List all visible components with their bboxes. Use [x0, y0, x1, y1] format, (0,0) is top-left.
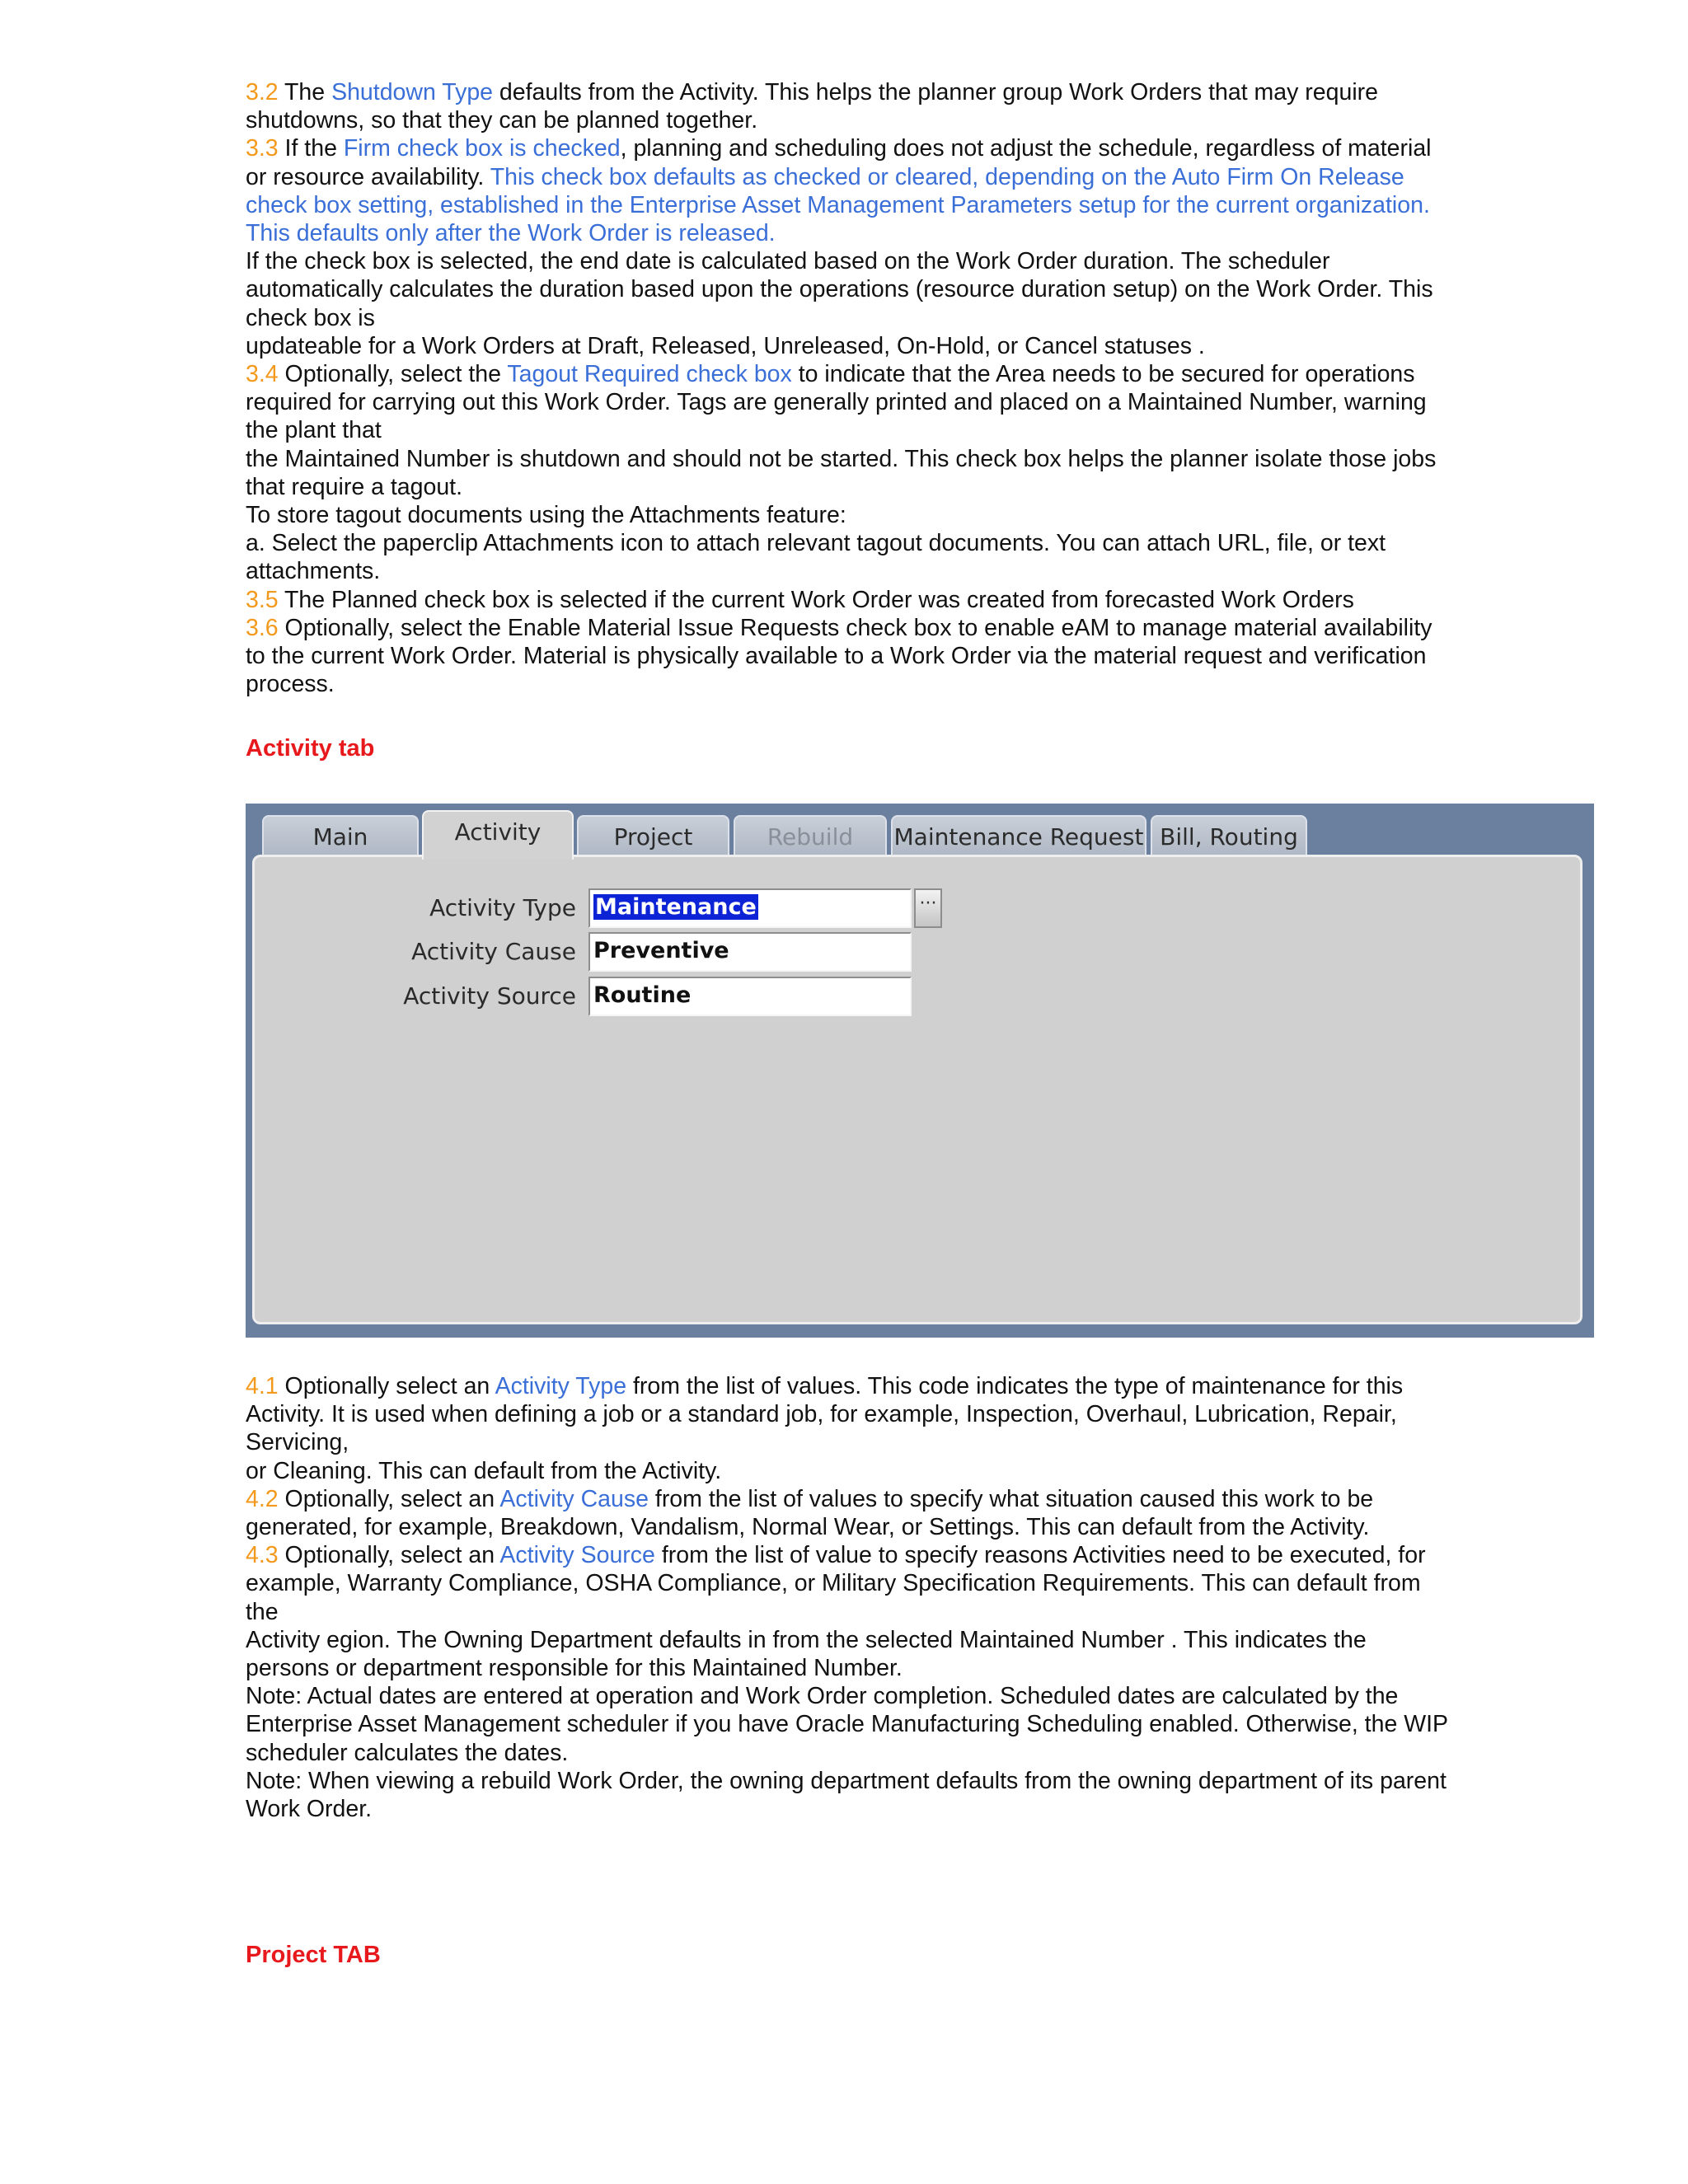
text: from the list of values. This code indicates the type of maintenance for this Activity. It is used when defining a job or a standard job, for example, Inspection, Overhaul, Lubrication, Repair, Servicing, [246, 1373, 1404, 1456]
paragraph-owning-department: Activity egion. The Owning Department defaults in from the selected Maintained Number . This indicates the persons or department responsible for this Maintained Number. [246, 1626, 1367, 1682]
step-number: 3.3 [246, 135, 279, 162]
term-activity-cause: Activity Cause [499, 1485, 649, 1512]
term-auto-firm-note: This check box defaults as checked or cleared, depending on the Auto Firm On Release check box setting, established in the Enterprise Asset Management Parameters setup for the current organization. This defaults only after the Work Order is released. [246, 163, 1430, 247]
paragraph-attachments-step: a. Select the paperclip Attachments icon to attach relevant tagout documents. You can attach URL, file, or text attachments. [246, 530, 1386, 585]
paragraph-3-3 [246, 134, 1449, 247]
text: to indicate that the Area needs to be secured for operations required for carrying out this Work Order. Tags are generally printed and placed on a Maintained Number, warning the plant that [246, 361, 1427, 444]
step-number: 3.5 [246, 586, 279, 613]
activity-source-field[interactable]: Routine [588, 977, 912, 1016]
term-activity-type: Activity Type [495, 1373, 627, 1399]
paragraph-3-2 [246, 78, 1449, 134]
tab-project[interactable]: Project [577, 815, 729, 856]
paragraph-4-3 [246, 1541, 1449, 1626]
activity-cause-label: Activity Cause [411, 938, 576, 965]
tab-bill-routing[interactable]: Bill, Routing [1151, 815, 1307, 856]
text: , planning and scheduling does not adjust the schedule, regardless of material or resource availability. [246, 135, 1432, 190]
paragraph-note-dates: Note: Actual dates are entered at operation and Work Order completion. Scheduled dates are calculated by the Enterprise Asset Management scheduler if you have Oracle Manufacturing Scheduling enabled. Otherwise, the WIP scheduler calculates the dates. [246, 1683, 1448, 1766]
tab-content [252, 855, 1582, 1324]
paragraph-updateable: updateable for a Work Orders at Draft, Released, Unreleased, On-Hold, or Cancel statuses . [246, 332, 1205, 359]
text: Optionally, select the Enable Material Issue Requests check box to enable eAM to manage material availability to the current Work Order. Material is physically available to a Work Order via the material request and verification process. [246, 614, 1432, 698]
activity-source-label: Activity Source [403, 982, 576, 1010]
paragraph-shutdown: the Maintained Number is shutdown and should not be started. This check box helps the planner isolate those jobs that require a tagout. [246, 445, 1437, 500]
tab-activity[interactable]: Activity [422, 810, 574, 860]
text: Optionally, select an [278, 1542, 500, 1569]
tab-maintenance-request[interactable]: Maintenance Request [891, 815, 1146, 856]
section-4-text [246, 1372, 1449, 1823]
paragraph-note-rebuild: Note: When viewing a rebuild Work Order, the owning department defaults from the owning department of its parent [246, 1767, 1447, 1794]
paragraph-3-5 [246, 586, 1449, 614]
selected-text: Maintenance [595, 894, 757, 920]
paragraph-work-order: Work Order. [246, 1796, 373, 1823]
text: Optionally, select the [278, 361, 508, 388]
text: The [278, 79, 332, 105]
paragraph-3-6 [246, 614, 1449, 699]
term-firm-check-box: Firm check box is checked [343, 135, 621, 162]
step-number: 3.6 [246, 614, 279, 641]
tab-rebuild: Rebuild [734, 815, 887, 856]
paragraph-4-2 [246, 1485, 1449, 1541]
paragraph-3-4 [246, 360, 1449, 445]
activity-type-label: Activity Type [429, 894, 576, 921]
term-tagout-required: Tagout Required check box [507, 361, 792, 388]
text: Optionally, select an [278, 1485, 500, 1512]
term-activity-source: Activity Source [499, 1542, 655, 1569]
text: from the list of value to specify reasons Activities need to be executed, for example, Warranty Compliance, OSHA Compliance, or Military Specification Requirements. This can default from the [246, 1542, 1426, 1625]
activity-cause-field[interactable]: Preventive [588, 932, 912, 972]
text: If the [278, 135, 344, 162]
list-of-values-button[interactable]: ··· [914, 888, 942, 928]
step-number: 4.2 [246, 1485, 279, 1512]
text: defaults from the Activity. This helps the planner group Work Orders that may require shutdowns, so that they can be planned together. [246, 79, 1379, 134]
activity-tab-screenshot [246, 804, 1594, 1338]
paragraph-end-date: If the check box is selected, the end date is calculated based on the Work Order duration. The scheduler automatically calculates the duration based upon the operations (resource duration setup) on the Work Order. This check box is [246, 248, 1433, 331]
section-3-text [246, 78, 1449, 698]
text: Optionally select an [278, 1373, 495, 1399]
step-number: 3.2 [246, 79, 279, 105]
heading-activity-tab: Activity tab [246, 735, 375, 762]
step-number: 3.4 [246, 361, 279, 388]
activity-type-field[interactable] [588, 888, 912, 928]
paragraph-4-1 [246, 1372, 1449, 1457]
text: from the list of values to specify what situation caused this work to be generated, for example, Breakdown, Vandalism, Normal Wear, or Settings. This can default from the Activity. [246, 1485, 1374, 1541]
paragraph-cleaning: or Cleaning. This can default from the Activity. [246, 1457, 722, 1484]
paragraph-attachments-intro: To store tagout documents using the Attachments feature: [246, 502, 846, 529]
heading-project-tab: Project TAB [246, 1942, 381, 1968]
tab-main[interactable]: Main [262, 815, 419, 856]
tab-bar [256, 813, 1582, 856]
step-number: 4.1 [246, 1373, 279, 1399]
term-shutdown-type: Shutdown Type [331, 79, 494, 105]
text: The Planned check box is selected if the current Work Order was created from forecasted Work Orders [278, 586, 1354, 613]
step-number: 4.3 [246, 1542, 279, 1569]
